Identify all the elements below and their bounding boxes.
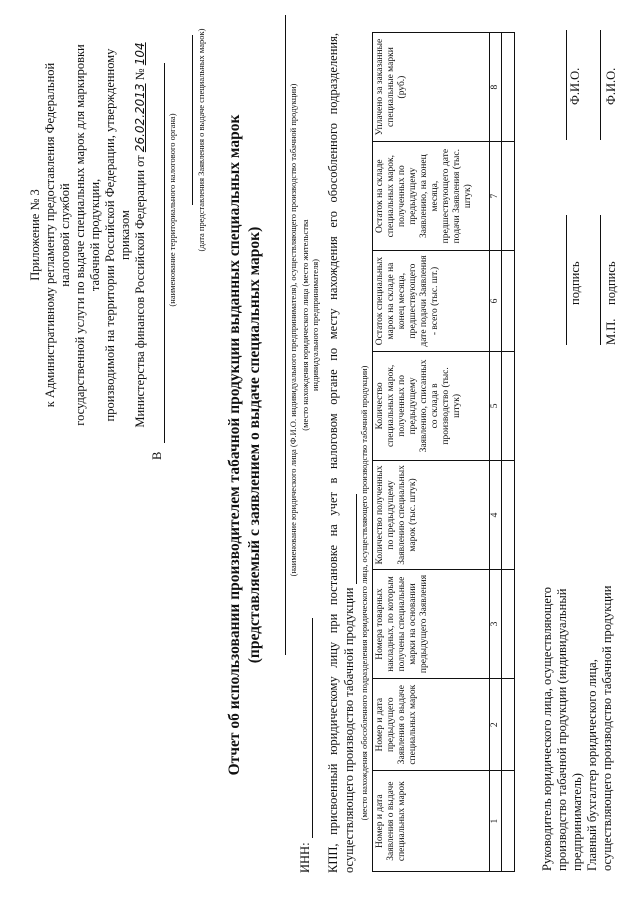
inn-row xyxy=(298,618,313,873)
column-number: 3 xyxy=(490,569,502,678)
table-cell[interactable] xyxy=(502,679,515,771)
column-number: 7 xyxy=(490,142,502,251)
table-row xyxy=(502,33,515,872)
organ-caption: (наименование территориального налогового органа) xyxy=(167,113,177,307)
report-title xyxy=(225,25,265,865)
head-signature-label: Руководитель юридического лица, осуществляющего производство табачной продукции (индивидуальный предприниматель) xyxy=(540,586,584,871)
organ-prefix: В xyxy=(150,451,164,460)
company-name-field[interactable] xyxy=(275,15,286,655)
kpp-paragraph xyxy=(325,33,357,873)
accountant-signature-field[interactable] xyxy=(590,215,601,345)
table-cell[interactable] xyxy=(502,351,515,460)
table-header: Остаток на складе специальных марок, полученных по предыдущему Заявлению, на конец месяца, предшествующего дате подачи Заявления (тыс. штук) xyxy=(373,142,490,251)
order-date: 26.02.2013 xyxy=(133,83,147,153)
table-cell[interactable] xyxy=(502,33,515,142)
inn-field[interactable] xyxy=(300,618,313,838)
table-cell[interactable] xyxy=(502,251,515,352)
head-fio-field[interactable] xyxy=(556,30,567,140)
table-header-row xyxy=(373,33,490,872)
column-number: 5 xyxy=(490,351,502,460)
place-caption-line: индивидуального предпринимателя) xyxy=(310,259,320,391)
accountant-fio-field[interactable] xyxy=(590,30,601,140)
date-caption: (дата представления Заявления о выдаче специальных марок) xyxy=(196,28,206,252)
kpp-text: КПП, присвоенный юридическому лицу при постановке на учет в налоговом органе по месту нахождения его обособленного подразделения, осуществляющего производство табачной продукции xyxy=(326,33,356,873)
order-prefix: Министерства финансов Российской Федерации от xyxy=(133,155,147,428)
place-caption xyxy=(300,45,320,605)
appendix-line: государственной услуги по выдаче специальных марок для маркировки табачной продукции, xyxy=(73,44,102,426)
column-number: 6 xyxy=(490,251,502,352)
column-number: 1 xyxy=(490,771,502,872)
inn-label: ИНН: xyxy=(298,842,312,873)
appendix-line: производимой на территории Российской Федерации, утвержденному приказом xyxy=(103,48,132,422)
title-line: Отчет об использовании производителем табачной продукции выданных специальных марок xyxy=(226,114,243,776)
appendix-order-line xyxy=(133,35,148,435)
date-field[interactable] xyxy=(182,35,193,205)
kpp-field[interactable] xyxy=(344,494,357,584)
column-number: 4 xyxy=(490,460,502,569)
table-header: Номер и дата Заявления о выдаче специальных марок xyxy=(373,771,490,872)
title-subline: (представляемый с заявлением о выдаче специальных марок) xyxy=(246,226,263,664)
column-number: 8 xyxy=(490,33,502,142)
report-table xyxy=(372,32,515,872)
table-header: Количество специальных марок, полученных по предыдущему Заявлению, списанных со склада в производство (тыс. штук) xyxy=(373,351,490,460)
head-fio-caption: Ф.И.О. xyxy=(568,67,582,105)
tax-organ-line xyxy=(150,30,165,460)
appendix-header xyxy=(28,35,148,435)
table-cell[interactable] xyxy=(502,460,515,569)
table-header: Номера товарных накладных, по которым получены специальные марки на основании предыдущего Заявления xyxy=(373,569,490,678)
table-header: Уплачено за заказанные специальные марки (руб.) xyxy=(373,33,490,142)
organ-field[interactable] xyxy=(152,63,165,443)
table-cell[interactable] xyxy=(502,142,515,251)
table-header: Остаток специальных марок на складе на конец месяца, предшествующего дате подачи Заявления - всего (тыс. шт.) xyxy=(373,251,490,352)
accountant-fio-caption: Ф.И.О. xyxy=(604,67,618,105)
company-name-caption: (наименование юридического лица (Ф.И.О. индивидуального предпринимателя), осуществляющего производство табачной продукции) xyxy=(288,83,298,577)
column-number: 2 xyxy=(490,679,502,771)
head-sign-caption: подпись xyxy=(568,261,582,305)
accountant-signature-label: Главный бухгалтер юридического лица, осуществляющего производство табачной продукции xyxy=(585,585,614,871)
branch-caption: (место нахождения обособленного подразделения юридического лица, осуществляющего производство табачной продукции) xyxy=(359,365,369,821)
place-caption-line: (место нахождения юридического лица (место жительства xyxy=(300,219,310,431)
appendix-line: к Административному регламенту предоставления Федеральной налоговой службой xyxy=(43,62,72,408)
table-cell[interactable] xyxy=(502,771,515,872)
head-signature-field[interactable] xyxy=(556,215,567,345)
appendix-number: Приложение № 3 xyxy=(28,189,42,281)
order-number: 104 xyxy=(133,42,147,66)
table-header: Номер и дата предыдущего Заявления о выдаче специальных марок xyxy=(373,679,490,771)
stamp-place: М.П. xyxy=(604,318,618,345)
order-number-prefix: № xyxy=(133,68,147,81)
accountant-sign-caption: подпись xyxy=(604,261,618,305)
table-number-row xyxy=(490,33,502,872)
table-cell[interactable] xyxy=(502,569,515,678)
table-header: Количество полученных по предыдущему Заявлению специальных марок (тыс. штук) xyxy=(373,460,490,569)
